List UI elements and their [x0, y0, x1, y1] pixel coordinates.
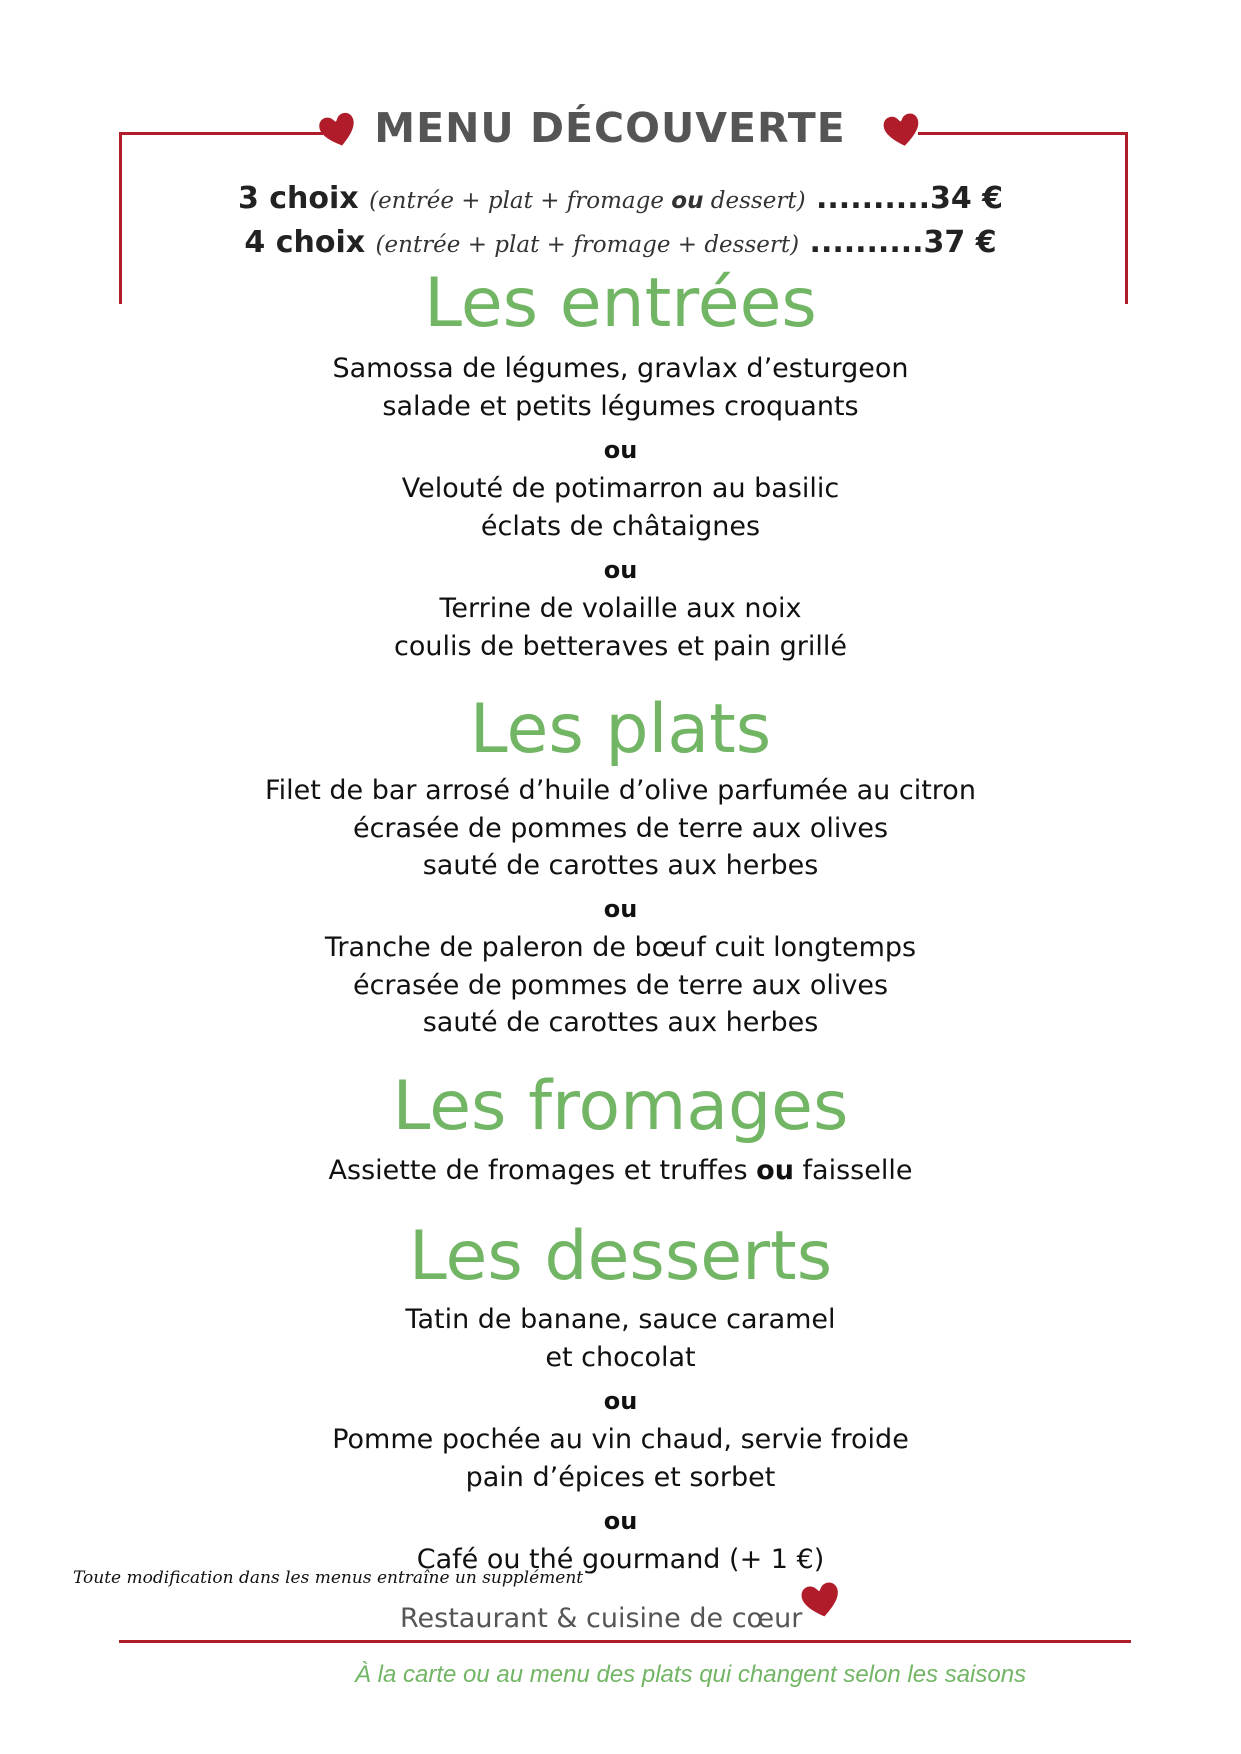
price-option-4-choix	[0, 225, 1241, 260]
separator-ou: ou	[603, 1387, 638, 1415]
price-option-3-choix	[0, 181, 1241, 216]
heart-icon	[882, 112, 922, 148]
tagline: À la carte ou au menu des plats qui changent selon les saisons	[355, 1661, 1027, 1688]
restaurant-signature: Restaurant & cuisine de cœur	[400, 1603, 803, 1634]
separator-ou: ou	[603, 1507, 638, 1535]
menu-item-line: Terrine de volaille aux noix	[439, 593, 802, 624]
menu-item-line: écrasée de pommes de terre aux olives	[352, 813, 889, 844]
section-title-desserts: Les desserts	[408, 1217, 833, 1296]
menu-item-line: Tranche de paleron de bœuf cuit longtemps	[324, 932, 917, 963]
modification-note: Toute modification dans les menus entraîne un supplément	[73, 1568, 584, 1588]
menu-item-line: Samossa de légumes, gravlax d’esturgeon	[332, 353, 909, 384]
option-detail: (entrée + plat + fromage ou dessert)	[369, 188, 806, 214]
menu-title: MENU DÉCOUVERTE	[374, 104, 846, 152]
option-price: 37 €	[923, 225, 997, 260]
option-label: 3 choix	[237, 181, 359, 216]
option-label: 4 choix	[244, 225, 366, 260]
menu-item-line: Assiette de fromages et truffes ou faisselle	[328, 1155, 913, 1186]
menu-item-line: Velouté de potimarron au basilic	[401, 473, 840, 504]
separator-ou: ou	[603, 556, 638, 584]
menu-item-line: écrasée de pommes de terre aux olives	[352, 970, 889, 1001]
menu-item-line: Pomme pochée au vin chaud, servie froide	[332, 1424, 909, 1455]
menu-item-line: et chocolat	[545, 1342, 696, 1373]
frame-top-left-line	[119, 132, 323, 135]
option-dots: ..........	[816, 181, 930, 216]
menu-item-line: Café ou thé gourmand (+ 1 €)	[416, 1544, 825, 1575]
menu-item-line: pain d’épices et sorbet	[465, 1462, 776, 1493]
separator-ou: ou	[603, 895, 638, 923]
heart-icon	[800, 1580, 842, 1620]
menu-item-line: coulis de betteraves et pain grillé	[394, 631, 847, 662]
section-title-entrees: Les entrées	[424, 264, 817, 343]
bottom-rule	[119, 1640, 1131, 1643]
menu-item-line: sauté de carottes aux herbes	[422, 850, 819, 881]
frame-top-right-line	[918, 132, 1128, 135]
option-dots: ..........	[809, 225, 924, 260]
menu-item-line: salade et petits légumes croquants	[382, 391, 859, 422]
menu-item-line: sauté de carottes aux herbes	[422, 1007, 819, 1038]
menu-item-line: éclats de châtaignes	[480, 511, 761, 542]
separator-ou: ou	[603, 436, 638, 464]
option-detail: (entrée + plat + fromage + dessert)	[375, 232, 800, 258]
option-price: 34 €	[929, 181, 1004, 216]
menu-item-line: Tatin de banane, sauce caramel	[405, 1304, 836, 1335]
menu-item-line: Filet de bar arrosé d’huile d’olive parfumée au citron	[265, 775, 976, 806]
section-title-fromages: Les fromages	[392, 1067, 849, 1146]
section-title-plats: Les plats	[469, 690, 772, 769]
